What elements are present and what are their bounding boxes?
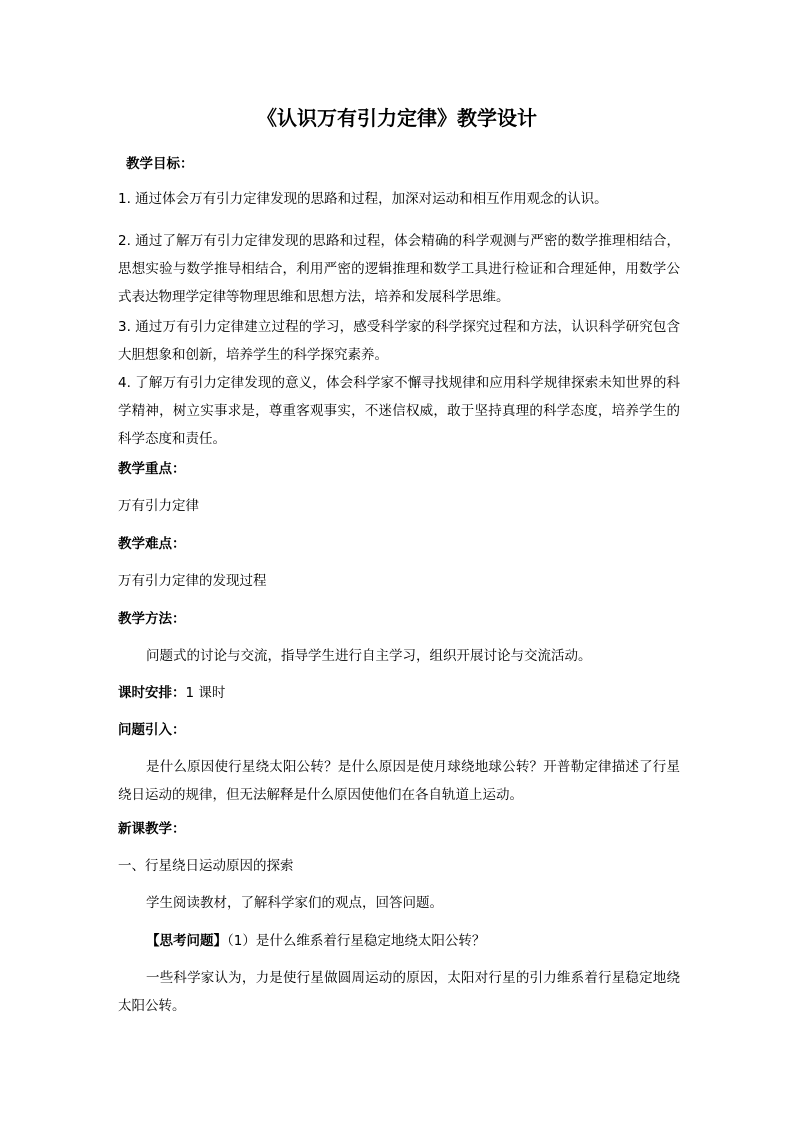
schedule-label: 课时安排：: [118, 685, 186, 701]
objective-item-1: 1. 通过体会万有引力定律发现的思路和过程，加深对运动和相互作用观念的认识。: [118, 191, 608, 207]
schedule-value: 1 课时: [185, 685, 226, 701]
section-1-text: 学生阅读教材，了解科学家们的观点，回答问题。: [146, 895, 443, 911]
objective-item-3: 3. 通过万有引力定律建立过程的学习，感受科学家的科学探究过程和方法，认识科学研究包含大胆想象和创新，培养学生的科学探究素养。: [118, 319, 680, 363]
think-question-text: （1）是什么维系着行星稳定地绕太阳公转？: [227, 933, 486, 949]
document-title: 《认识万有引力定律》教学设计: [257, 106, 537, 130]
difficulty-text: 万有引力定律的发现过程: [118, 573, 267, 589]
objective-item-4: 4. 了解万有引力定律发现的意义，体会科学家不懈寻找规律和应用科学规律探索未知世界的科学精神，树立实事求是，尊重客观事实，不迷信权威，敢于坚持真理的科学态度，培养学生的科学态度和责任。: [118, 375, 680, 447]
new-lesson-heading: 新课教学：: [118, 821, 186, 837]
method-heading: 教学方法：: [118, 611, 186, 627]
think-question-label: 【思考问题】: [146, 933, 227, 949]
key-points-text: 万有引力定律: [118, 498, 199, 514]
intro-heading: 问题引入：: [118, 722, 186, 738]
schedule-line: [118, 679, 680, 707]
intro-text: 是什么原因使行星绕太阳公转？是什么原因是使月球绕地球公转？开普勒定律描述了行星绕日运动的规律，但无法解释是什么原因使他们在各自轨道上运动。: [118, 759, 680, 803]
objective-item-2: 2. 通过了解万有引力定律发现的思路和过程，体会精确的科学观测与严密的数学推理相结合，思想实验与数学推导相结合，利用严密的逻辑推理和数学工具进行检证和合理延伸，用数学公式表达物理学定律等物理思维和思想方法，培养和发展科学思维。: [118, 233, 680, 305]
objectives-heading: 教学目标：: [126, 156, 194, 172]
think-question-line: [118, 927, 680, 955]
key-points-heading: 教学重点：: [118, 461, 186, 477]
difficulty-heading: 教学难点：: [118, 536, 186, 552]
answer-text: 一些科学家认为，力是使行星做圆周运动的原因，太阳对行星的引力维系着行星稳定地绕太阳公转。: [118, 970, 680, 1014]
section-1-title: 一、行星绕日运动原因的探索: [118, 858, 294, 874]
method-text: 问题式的讨论与交流，指导学生进行自主学习，组织开展讨论与交流活动。: [146, 648, 592, 664]
